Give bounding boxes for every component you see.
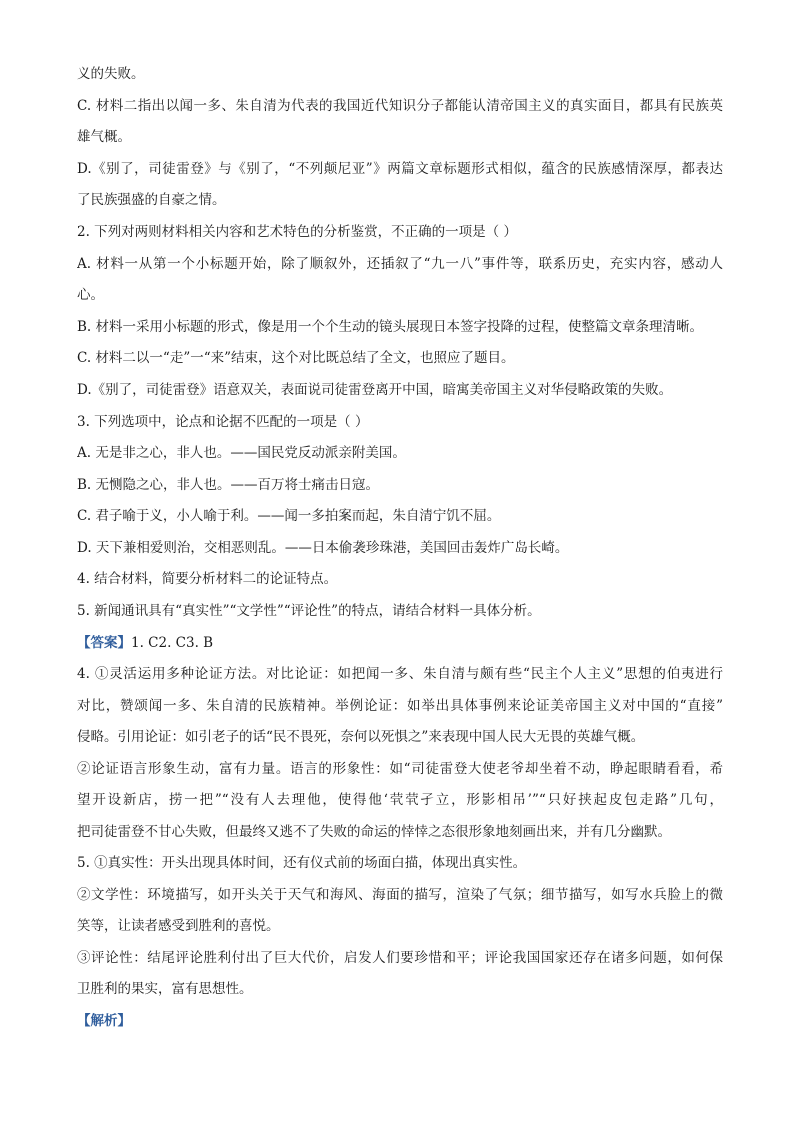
answer-text-line: ②论证语言形象生动，富有力量。语言的形象性：如“司徒雷登大使老爷却坐着不动，睁起眼睛看看，希 [77, 761, 723, 777]
option-a: A. 材料一从第一个小标题开始，除了顺叙外，还插叙了“九一八”事件等，联系历史，充实内容，感动人 [77, 256, 723, 272]
text-line: 心。 [77, 287, 104, 303]
answer-text-line: 卫胜利的果实，富有思想性。 [77, 981, 253, 997]
answer-text-line: 笑等，让读者感受到胜利的喜悦。 [77, 918, 280, 934]
option-b: B. 材料一采用小标题的形式，像是用一个个生动的镜头展现日本签字投降的过程，使整篇文章条理清晰。 [77, 319, 704, 335]
option-c: C. 材料二以一“走”一“来”结束，这个对比既总结了全文，也照应了题目。 [77, 350, 515, 366]
option-d: D.《别了，司徒雷登》语意双关，表面说司徒雷登离开中国，暗寓美帝国主义对华侵略政策的失败。 [77, 382, 673, 398]
option-b: B. 无恻隐之心，非人也。——百万将士痛击日寇。 [77, 477, 380, 493]
text-line: 义的失败。 [77, 66, 145, 82]
answer-label: 【答案】 [77, 635, 131, 651]
text-line: 雄气概。 [77, 129, 131, 145]
question-2: 2. 下列对两则材料相关内容和艺术特色的分析鉴赏，不正确的一项是（ ） [77, 224, 517, 240]
text-line: D.《别了，司徒雷登》与《别了，“不列颠尼亚”》两篇文章标题形式相似，蕴含的民族感情深厚，都表达 [77, 161, 723, 177]
option-a: A. 无是非之心，非人也。——国民党反动派亲附美国。 [77, 445, 406, 461]
answer-line [77, 633, 723, 653]
answer-text-line: ②文学性：环境描写，如开头关于天气和海风、海面的描写，渲染了气氛；细节描写，如写水兵脸上的微 [77, 887, 723, 903]
answer-text-line: 5. ①真实性：开头出现具体时间，还有仪式前的场面白描，体现出真实性。 [77, 855, 527, 871]
answer-text-line: 4. ①灵活运用多种论证方法。对比论证：如把闻一多、朱自清与颇有些“民主个人主义”思想的伯夷进行 [77, 666, 723, 682]
question-5: 5. 新闻通讯具有“真实性”“文学性”“评论性”的特点，请结合材料一具体分析。 [77, 603, 541, 619]
option-c: C. 君子喻于义，小人喻于利。——闻一多拍案而起，朱自清宁饥不屈。 [77, 508, 501, 524]
answer-text-line: ③评论性：结尾评论胜利付出了巨大代价，启发人们要珍惜和平；评论我国国家还存在诸多问题，如何保 [77, 950, 723, 966]
text-line: C. 材料二指出以闻一多、朱自清为代表的我国近代知识分子都能认清帝国主义的真实面目，都具有民族英 [77, 98, 723, 114]
analysis-label: 【解析】 [77, 1013, 131, 1029]
answer-text-line: 把司徒雷登不甘心失败，但最终又逃不了失败的命运的悻悻之态很形象地刻画出来，并有几分幽默。 [77, 824, 671, 840]
option-d: D. 天下兼相爱则治，交相恶则乱。——日本偷袭珍珠港，美国回击轰炸广岛长崎。 [77, 540, 569, 556]
answer-text-line: 侵略。引用论证：如引老子的话“民不畏死，奈何以死惧之”来表现中国人民大无畏的英雄气概。 [77, 729, 645, 745]
text-line: 了民族强盛的自豪之情。 [77, 192, 226, 208]
answer-text-line: 对比，赞颂闻一多、朱自清的民族精神。举例论证：如举出具体事例来论证美帝国主义对中国的“直接” [77, 698, 723, 714]
answer-value: 1. C2. C3. B [131, 635, 214, 651]
question-4: 4. 结合材料，简要分析材料二的论证特点。 [77, 571, 338, 587]
answer-text-line: 望开设新店，捞一把”“没有人去理他，使得他‘茕茕孑立，形影相吊’”“只好挟起皮包走路”几句， [77, 792, 723, 808]
question-3: 3. 下列选项中，论点和论据不匹配的一项是（ ） [77, 414, 369, 430]
analysis-heading [77, 1011, 723, 1031]
